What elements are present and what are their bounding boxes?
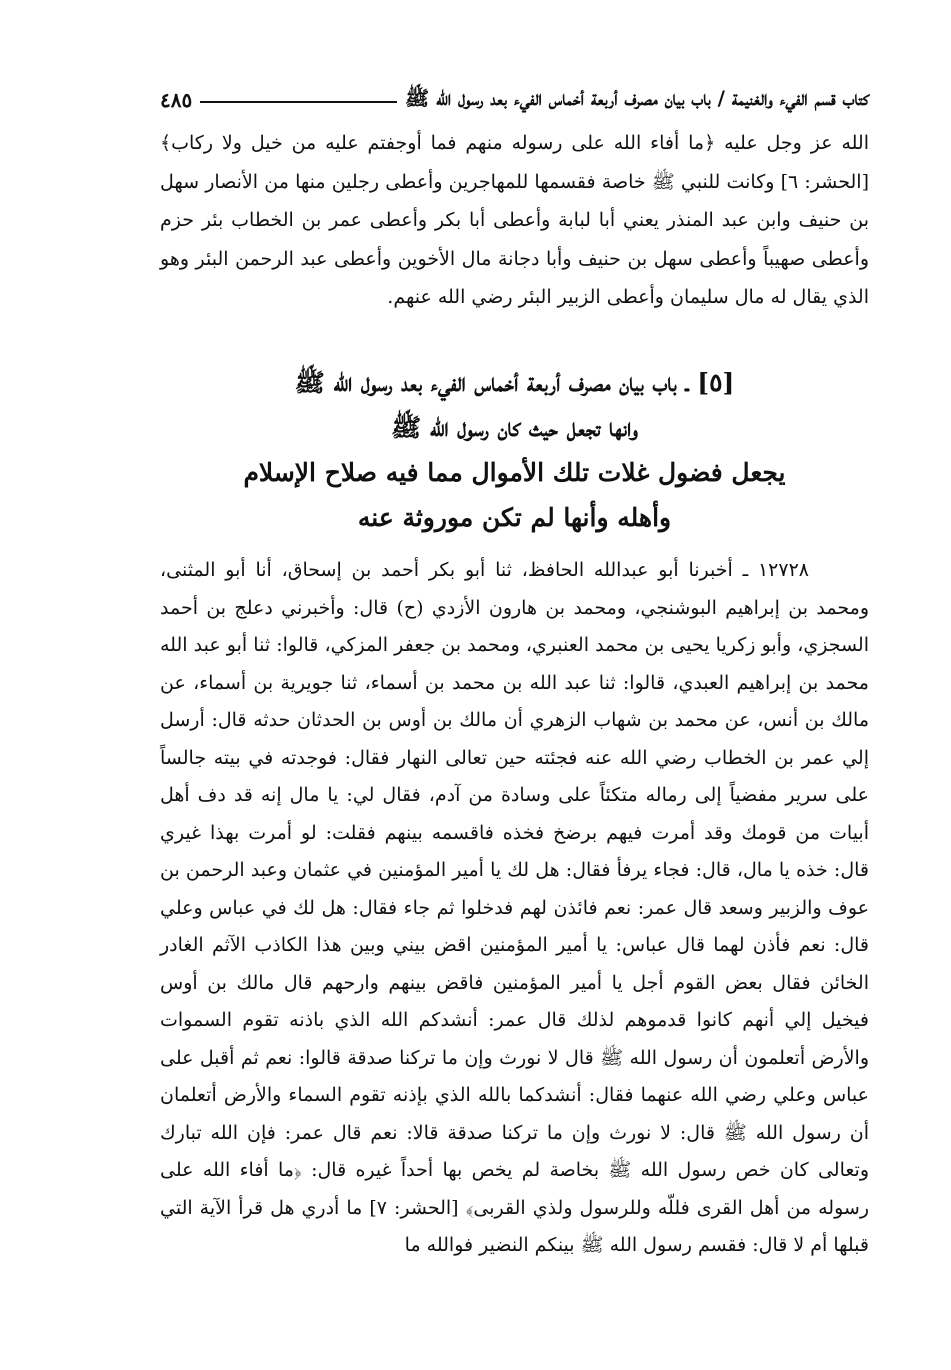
intro-text-block xyxy=(160,124,869,317)
chapter-heading xyxy=(160,360,869,540)
intro-paragraph: الله عز وجل عليه ﴿ما أفاء الله على رسوله منهم فما أوجفتم عليه من خيل ولا ركاب﴾ [الحشر: ٦] وكانت للنبي ﷺ خاصة فقسمها للمهاجرين وأعطى رجلين منها من الأنصار سهل بن حنيف وابن عبد المنذر يعني أبا لبابة وأعطى أبا بكر وأعطى عمر بن الخطاب بئر حزم وأعطى صهيباً وأعطى سهل بن حنيف وأبا دجانة مال الأخوين وأعطى عبد الرحمن البئر وهو الذي يقال له مال سليمان وأعطى الزبير البئر رضي الله عنهم. xyxy=(160,132,869,308)
running-header xyxy=(160,82,869,118)
header-rule xyxy=(200,101,397,103)
chapter-heading-line-4: وأهله وأنها لم تكن موروثة عنه xyxy=(357,503,672,532)
header-title: كتاب قسم الفيء والغنيمة / باب بيان مصرف أربعة أخماس الفيء بعد رسول الله ﷺ xyxy=(405,85,869,110)
chapter-heading-line-2: وانها تجعل حيث كان رسول الله ﷺ xyxy=(391,413,638,442)
hadith-text-block xyxy=(160,552,869,1265)
hadith-paragraph: ١٢٧٢٨ ـ أخبرنا أبو عبدالله الحافظ، ثنا أبو بكر أحمد بن إسحاق، أنا أبو المثنى، ومحمد بن إبراهيم البوشنجي، ومحمد بن هارون الأزدي (ح) قال: وأخبرني دعلج بن أحمد السجزي، وأبو زكريا يحيى بن محمد العنبري، ومحمد بن جعفر المزكي، قالوا: ثنا أبو عبد الله محمد بن إبراهيم العبدي، قالوا: ثنا عبد الله بن محمد بن أسماء، ثنا جويرية بن أسماء، عن مالك بن أنس، عن محمد بن شهاب الزهري أن مالك بن أوس بن الحدثان حدثه قال: أرسل إلي عمر بن الخطاب رضي الله عنه فجئته حين تعالى النهار فقال: فوجدته في بيته جالساً على سرير مفضياً إلى رماله متكئاً على وسادة من آدم، فقال لي: يا مال إنه قد دف أهل أبيات من قومك وقد أمرت فيهم برضخ فخذه فاقسمه بينهم فقلت: لو أمرت بهذا غيري قال: خذه يا مال، قال: فجاء يرفأ فقال: هل لك يا أمير المؤمنين في عثمان وعبد الرحمن بن عوف والزبير وسعد قال عمر: نعم فائذن لهم فدخلوا ثم جاء فقال: هل لك في عباس وعلي قال: نعم فأذن لهما قال عباس: يا أمير المؤمنين اقض بيني وبين هذا الكاذب الآثم الغادر الخائن فقال بعض القوم أجل يا أمير المؤمنين فاقض بينهم وارحهم قال مالك بن أوس فيخيل إلي أنهم كانوا قدموهم لذلك قال عمر: أنشدكم الله الذي باذنه تقوم السموات والأرض أتعلمون أن رسول الله ﷺ قال لا نورث وإن ما تركنا صدقة قالوا: نعم ثم أقبل على عباس وعلي رضي الله عنهما فقال: أنشدكما بالله الذي بإذنه تقوم السماء والأرض أتعلمان أن رسول الله ﷺ قال: لا نورث وإن ما تركنا صدقة قالا: نعم قال عمر: فإن الله تبارك وتعالى كان خص رسول الله ﷺ بخاصة لم يخص بها أحداً غيره قال: ﴿ما أفاء الله على رسوله من أهل القرى فللّه وللرسول ولذي القربى﴾ [الحشر: ٧] ما أدري هل قرأ الآية التي قبلها أم لا قال: فقسم رسول الله ﷺ بينكم النضير فوالله ما xyxy=(160,559,870,1256)
chapter-heading-line-1: [٥] ـ باب بيان مصرف أربعة أخماس الفيء بعد رسول الله ﷺ xyxy=(294,368,735,397)
page-number: ٤٨٥ xyxy=(160,88,193,112)
chapter-heading-line-3: يجعل فضول غلات تلك الأموال مما فيه صلاح الإسلام xyxy=(243,458,786,487)
